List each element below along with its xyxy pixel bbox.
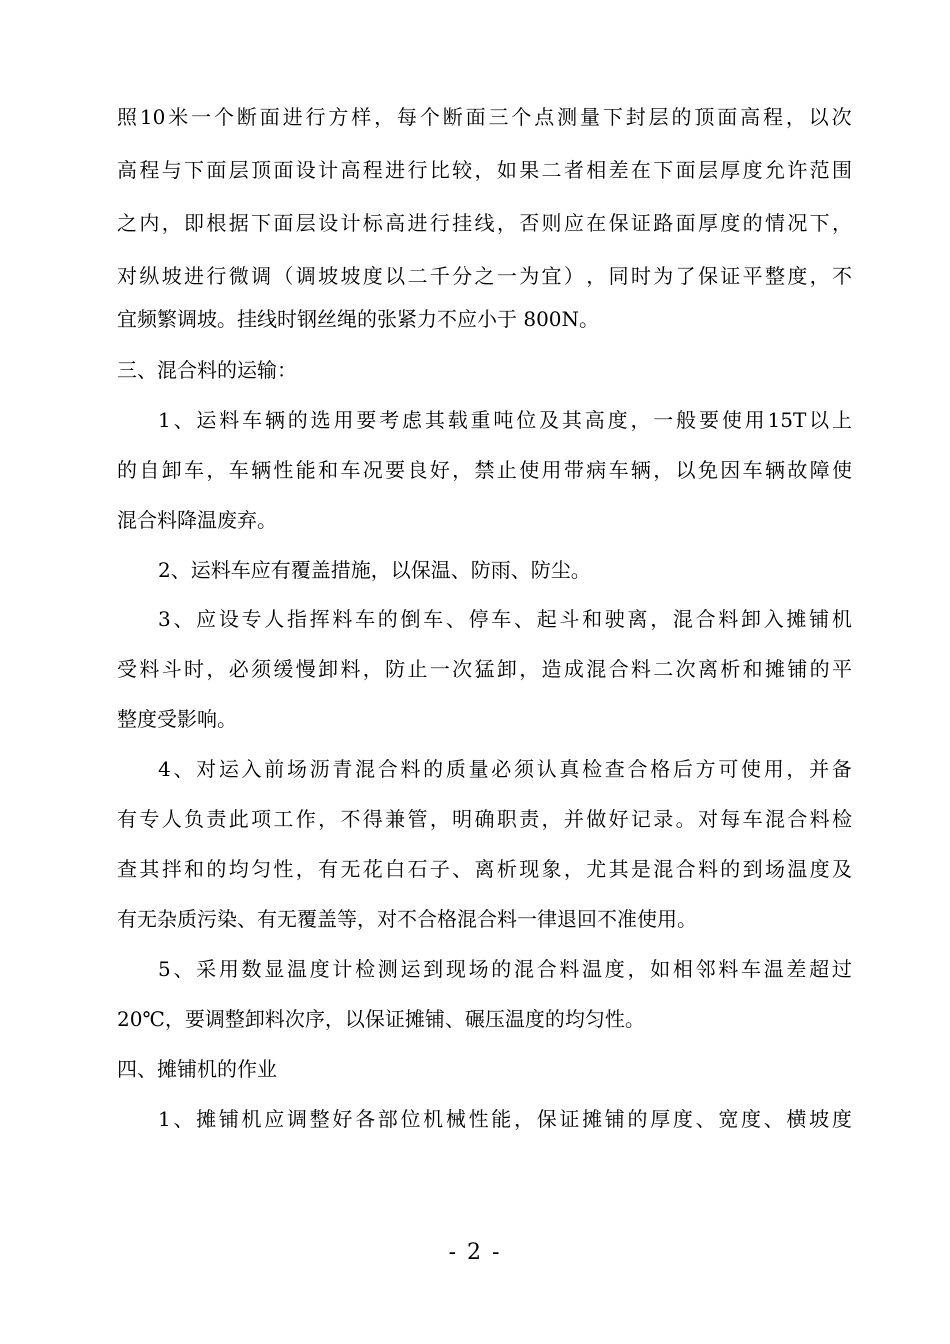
text-line: 2、运料车应有覆盖措施，以保温、防雨、防尘。 [158, 558, 591, 582]
text-line: 有 专 人 负 责 此 项 工 作 ， 不 得 兼 管 ， 明 确 职 责 ， 并 做 好 记 录 。 对 每 车 混 合 料 检 [117, 807, 852, 831]
section-heading: 三、混合料的运输： [117, 358, 297, 382]
text-line: 5 、 采 用 数 显 温 度 计 检 测 运 到 现 场 的 混 合 料 温 度 ， 如 相 邻 料 车 温 差 超 过 [158, 957, 852, 981]
text-line: 照 10 米 一 个 断 面 进 行 方 样 ， 每 个 断 面 三 个 点 测 量 下 封 层 的 顶 面 高 程 ， 以 次 [117, 105, 852, 129]
text-line: 4 、 对 运 入 前 场 沥 青 混 合 料 的 质 量 必 须 认 真 检 查 合 格 后 方 可 使 用 ， 并 备 [158, 757, 852, 781]
text-line: 混合料降温废弃。 [117, 508, 277, 532]
text-line: 对 纵 坡 进 行 微 调 （ 调 坡 坡 度 以 二 千 分 之 一 为 宜 ） ， 同 时 为 了 保 证 平 整 度 ， 不 [117, 264, 852, 288]
text-line: 受 料 斗 时 ， 必 须 缓 慢 卸 料 ， 防 止 一 次 猛 卸 ， 造 成 混 合 料 二 次 离 析 和 摊 铺 的 平 [117, 657, 852, 681]
text-line: 整度受影响。 [117, 707, 237, 731]
text-line: 之 内 ， 即 根 据 下 面 层 设 计 标 高 进 行 挂 线 ， 否 则 应 在 保 证 路 面 厚 度 的 情 况 下 ， [117, 211, 852, 235]
text-line: 有无杂质污染、有无覆盖等，对不合格混合料一律退回不准使用。 [117, 907, 697, 931]
text-line: 1 、 摊 铺 机 应 调 整 好 各 部 位 机 械 性 能 ， 保 证 摊 铺 的 厚 度 、 宽 度 、 横 坡 度 [158, 1107, 852, 1131]
text-line: 20℃，要调整卸料次序，以保证摊铺、碾压温度的均匀性。 [117, 1007, 645, 1031]
text-line: 宜频繁调坡。挂线时钢丝绳的张紧力不应小于 800N。 [117, 307, 600, 331]
text-line: 查 其 拌 和 的 均 匀 性 ， 有 无 花 白 石 子 、 离 析 现 象 ， 尤 其 是 混 合 料 的 到 场 温 度 及 [117, 857, 852, 881]
text-line: 3 、 应 设 专 人 指 挥 料 车 的 倒 车 、 停 车 、 起 斗 和 驶 离 ， 混 合 料 卸 入 摊 铺 机 [158, 607, 852, 631]
text-line: 高 程 与 下 面 层 顶 面 设 计 高 程 进 行 比 较 ， 如 果 二 者 相 差 在 下 面 层 厚 度 允 许 范 围 [117, 158, 852, 182]
text-line: 的 自 卸 车 ， 车 辆 性 能 和 车 况 要 良 好 ， 禁 止 使 用 带 病 车 辆 ， 以 免 因 车 辆 故 障 使 [117, 458, 852, 482]
section-heading: 四、摊铺机的作业 [117, 1057, 277, 1081]
text-line: 1 、 运 料 车 辆 的 选 用 要 考 虑 其 载 重 吨 位 及 其 高 度 ， 一 般 要 使 用 15T 以 上 [158, 408, 852, 432]
page-number: - 2 - [448, 1240, 502, 1265]
